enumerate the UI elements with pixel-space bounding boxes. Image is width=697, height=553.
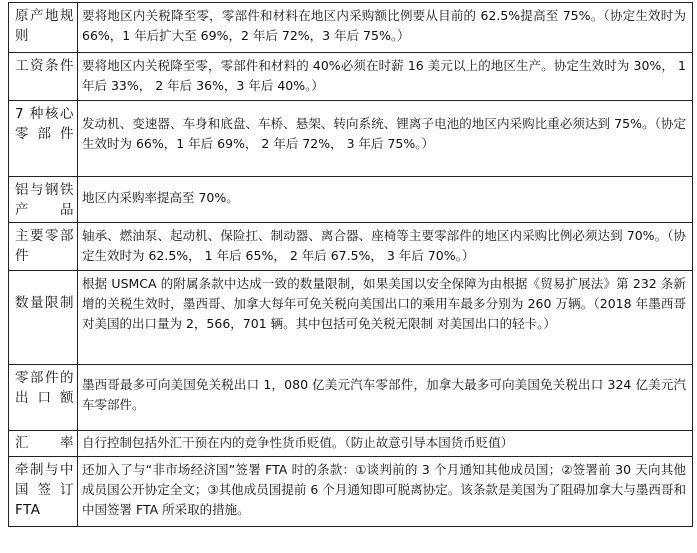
row-content-cell [78,177,693,223]
row-content-cell [78,271,693,365]
row-content: 要将地区内关税降至零，零部件和材料的 40%必须在时薪 16 美元以上的地区生产。协定生效时为 30%， 1 年后 33%， 2 年后 36%，3 年后 40%。） [82,58,686,93]
row-content-cell [78,457,693,527]
row-label: 牵制与中国签订 FTA [15,462,74,518]
row-content: 自行控制包括外汇干预在内的竞争性货币贬值。（防止故意引导本国货币贬值） [82,435,514,450]
row-content-cell [78,365,693,431]
row-label: 数量限制 [15,295,74,311]
row-content-cell [78,223,693,271]
row-label-cell [9,101,78,177]
table-row [9,457,693,527]
row-label: 铝与钢铁产品 [15,182,74,218]
row-label: 零部件的出口额 [15,370,74,406]
row-label: 7 种核心零部件 [15,106,74,142]
row-content: 墨西哥最多可向美国免关税出口 1，080 亿美元汽车零部件，加拿大最多可向美国免关税出口 324 亿美元汽车零部件。 [82,377,686,412]
row-content-cell [78,101,693,177]
row-content-cell [78,3,693,53]
table-row [9,3,693,53]
row-label: 原产地规则 [15,8,74,44]
table-row [9,271,693,365]
row-content: 根据 USMCA 的附属条款中达成一致的数量限制，如果美国以安全保障为由根据《贸易扩展法》第 232 条新增的关税生效时，墨西哥、加拿大每年可免关税向美国出口的乘用车最多分别为 260 万辆。（2018 年墨西哥对美国的出口量为 2，566，701 辆。其中包括可免关税无限制 对美国出口的轻卡。） [82,276,686,331]
table-row [9,177,693,223]
table-row [9,365,693,431]
row-label: 主要零部件 [15,228,74,264]
row-label-cell [9,53,78,101]
row-label-cell [9,177,78,223]
usmca-auto-rules-table [8,2,693,527]
row-content-cell [78,53,693,101]
row-content: 轴承、燃油泵、起动机、保险扛、制动器、离合器、座椅等主要零部件的地区内采购比例必须达到 70%。（协定生效时为 62.5%， 1 年后 65%， 2 年后 67.5%， 3 年后 70%。） [82,228,686,263]
table-row [9,101,693,177]
row-label-cell [9,431,78,457]
row-content: 地区内采购率提高至 70%。 [82,190,239,205]
row-label-cell [9,3,78,53]
row-label-cell [9,365,78,431]
row-content: 还加入了与“非市场经济国”签署 FTA 时的条款：①谈判前的 3 个月通知其他成员国；②签署前 30 天向其他成员国公开协定全文；③其他成员国提前 6 个月通知即可脱离协定。该条款是美国为了阻碍加拿大与墨西哥和中国签署 FTA 所采取的措施。 [82,462,686,517]
row-content-cell [78,431,693,457]
row-label-cell [9,271,78,365]
row-label-cell [9,457,78,527]
table-row [9,223,693,271]
table-row [9,431,693,457]
row-label: 工资条件 [15,58,74,74]
row-label-cell [9,223,78,271]
row-content: 发动机、变速器、车身和底盘、车桥、悬架、转向系统、锂离子电池的地区内采购比重必须达到 75%。（协定生效时为 66%，1 年后 69%， 2 年后 72%， 3 年后 75%。） [82,116,686,151]
row-label: 汇率 [15,435,74,451]
row-content: 要将地区内关税降至零，零部件和材料在地区内采购额比例要从目前的 62.5%提高至 75%。（协定生效时为 66%，1 年后扩大至 69%，2 年后 72%，3 年后 75%。） [82,8,686,43]
table-row [9,53,693,101]
